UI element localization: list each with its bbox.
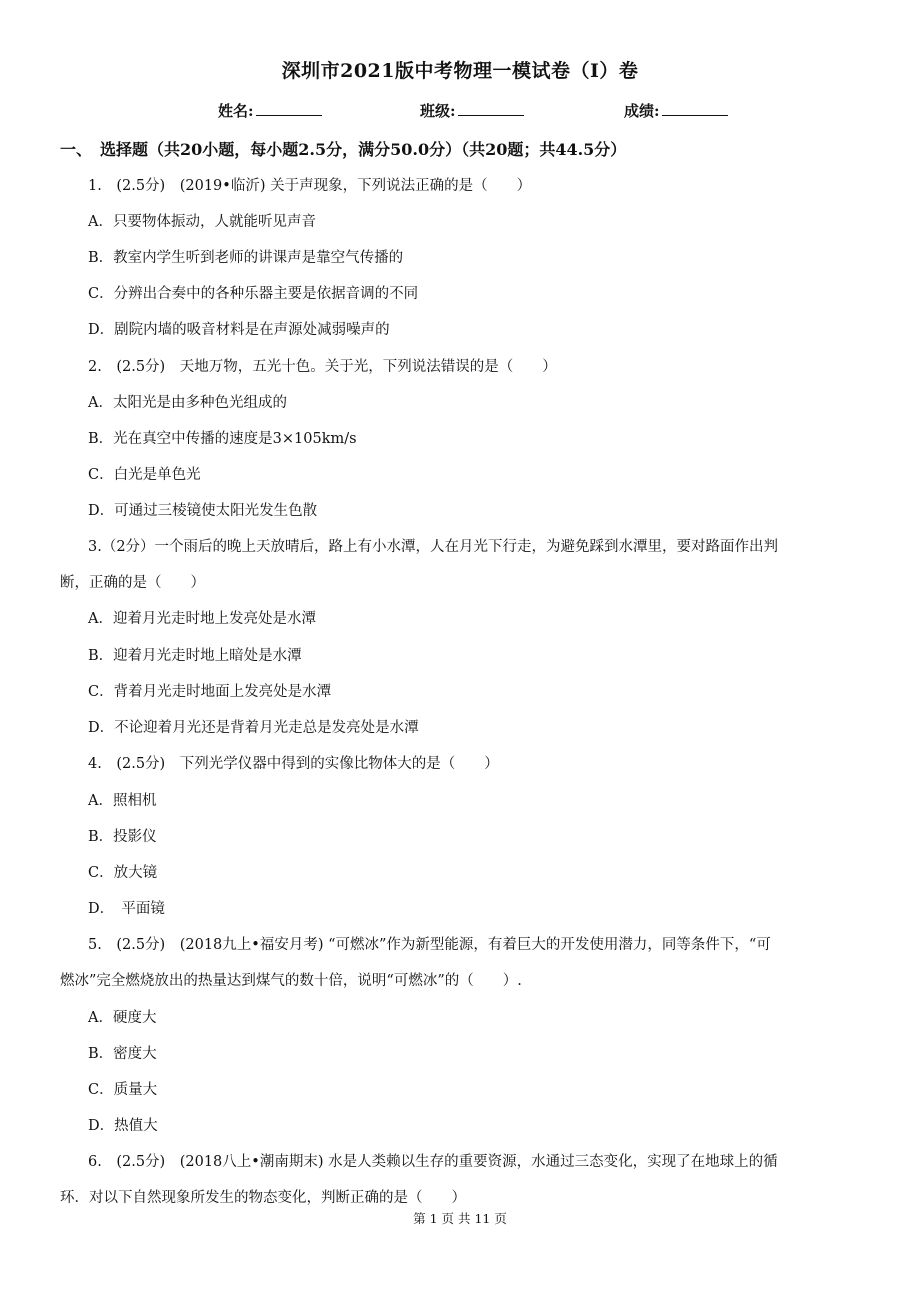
q5-option-b: B．密度大 (88, 1046, 157, 1062)
class-blank (458, 101, 524, 116)
exam-title: 深圳市2021版中考物理一模试卷（I）卷 (281, 60, 639, 82)
q2-option-a: A．太阳光是由多种色光组成的 (88, 395, 287, 411)
question-2: 2. (2.5分) 天地万物，五光十色。关于光，下列说法错误的是（ ） (88, 359, 557, 375)
name-field (218, 100, 322, 121)
question-1: 1. (2.5分) (2019•临沂) 关于声现象，下列说法正确的是（ ） (88, 178, 532, 194)
question-6-cont: 环．对以下自然现象所发生的物态变化，判断正确的是（ ） (60, 1190, 466, 1206)
q3-option-a: A．迎着月光走时地上发亮处是水潭 (88, 611, 316, 627)
q5-option-c: C．质量大 (88, 1082, 158, 1098)
q1-option-a: A．只要物体振动，人就能听见声音 (88, 214, 316, 230)
question-5-cont: 燃冰”完全燃烧放出的热量达到煤气的数十倍，说明“可燃冰”的（ ）. (60, 973, 522, 989)
class-label: 班级: (420, 102, 456, 120)
q1-option-d: D．剧院内墙的吸音材料是在声源处减弱噪声的 (88, 322, 390, 338)
q2-option-d: D．可通过三棱镜使太阳光发生色散 (88, 503, 318, 519)
section-heading: 一、 选择题（共20小题，每小题2.5分，满分50.0分）（共20题；共44.5分） (60, 140, 627, 159)
page-footer: 第 1 页 共 11 页 (413, 1211, 507, 1226)
q5-option-d: D．热值大 (88, 1118, 158, 1134)
q3-option-d: D．不论迎着月光还是背着月光走总是发亮处是水潭 (88, 720, 419, 736)
q1-option-b: B．教室内学生听到老师的讲课声是靠空气传播的 (88, 250, 404, 266)
score-field (624, 100, 728, 121)
question-6: 6. (2.5分) (2018八上•潮南期末) 水是人类赖以生存的重要资源，水通过三态变化，实现了在地球上的循 (88, 1154, 778, 1170)
score-blank (662, 101, 728, 116)
q4-option-a: A．照相机 (88, 793, 157, 809)
q3-option-c: C．背着月光走时地面上发亮处是水潭 (88, 684, 332, 700)
score-label: 成绩: (624, 102, 660, 120)
name-label: 姓名: (218, 102, 254, 120)
q4-option-b: B．投影仪 (88, 829, 157, 845)
q4-option-d: D． 平面镜 (88, 901, 165, 917)
question-5: 5. (2.5分) (2018九上•福安月考) “可燃冰”作为新型能源，有着巨大的开发使用潜力，同等条件下，“可 (88, 937, 771, 953)
q1-option-c: C．分辨出合奏中的各种乐器主要是依据音调的不同 (88, 286, 419, 302)
q2-option-c: C．白光是单色光 (88, 467, 201, 483)
q5-option-a: A．硬度大 (88, 1010, 157, 1026)
question-4: 4. (2.5分) 下列光学仪器中得到的实像比物体大的是（ ） (88, 756, 499, 772)
question-3-cont: 断，正确的是（ ） (60, 575, 205, 591)
class-field (420, 100, 524, 121)
q4-option-c: C．放大镜 (88, 865, 158, 881)
q3-option-b: B．迎着月光走时地上暗处是水潭 (88, 648, 302, 664)
question-3: 3.（2分）一个雨后的晚上天放晴后，路上有小水潭，人在月光下行走，为避免踩到水潭里，要对路面作出判 (88, 539, 779, 555)
name-blank (256, 101, 322, 116)
q2-option-b: B．光在真空中传播的速度是3×105km/s (88, 431, 357, 447)
